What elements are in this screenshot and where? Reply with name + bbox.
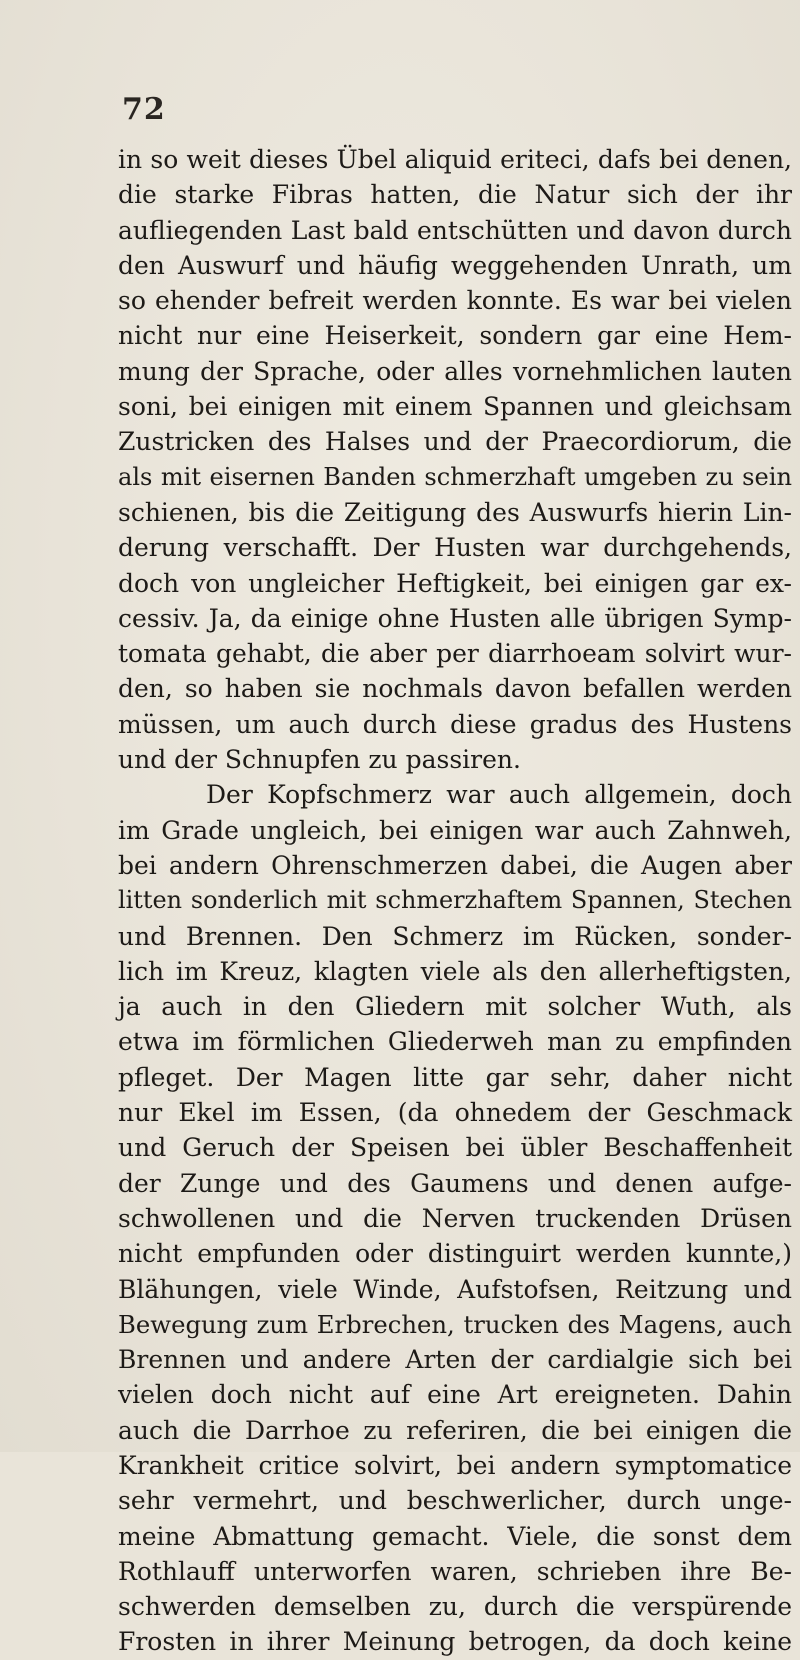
- body-text: [118, 142, 792, 1660]
- text-line: so ehender befreit werden konnte. Es war bei vielen: [118, 286, 792, 316]
- text-line: den Auswurf und häufig weggehenden Unrath, um: [118, 250, 792, 280]
- text-line: schwollenen und die Nerven truckenden Drüsen: [118, 1203, 792, 1233]
- text-line: Frosten in ihrer Meinung betrogen, da doch keine: [118, 1627, 792, 1657]
- text-line: Bewegung zum Erbrechen, trucken des Magens, auch: [118, 1309, 792, 1339]
- text-line: in so weit dieses Übel aliquid eriteci, dafs bei denen,: [118, 145, 792, 174]
- text-line: ja auch in den Gliedern mit solcher Wuth, als: [118, 992, 792, 1022]
- text-line: aufliegenden Last bald entschütten und davon durch: [118, 215, 792, 245]
- text-line: müssen, um auch durch diese gradus des Hustens: [118, 709, 792, 739]
- text-line: den, so haben sie nochmals davon befallen werden: [118, 674, 792, 704]
- text-line: vielen doch nicht auf eine Art ereigneten. Dahin: [118, 1380, 792, 1410]
- text-line: nicht empfunden oder distinguirt werden kunnte,): [118, 1239, 792, 1269]
- paragraph-start-line: Der Kopfschmerz war auch allgemein, doch: [206, 780, 792, 810]
- text-line: Blähungen, viele Winde, Aufstofsen, Reitzung und: [118, 1274, 792, 1304]
- text-line: nur Ekel im Essen, (da ohnedem der Geschmack: [118, 1098, 792, 1128]
- text-line: und Brennen. Den Schmerz im Rücken, sonder-: [118, 921, 792, 951]
- page-number: 72: [122, 92, 166, 127]
- text-line: schwerden demselben zu, durch die verspürende: [118, 1592, 792, 1622]
- text-line: meine Abmattung gemacht. Viele, die sonst dem: [118, 1521, 792, 1551]
- text-line: mung der Sprache, oder alles vornehmlichen lauten: [118, 356, 792, 386]
- text-line: litten sonderlich mit schmerzhaftem Spannen, Stechen: [118, 886, 792, 915]
- text-line: Zustricken des Halses und der Praecordiorum, die: [118, 427, 792, 457]
- text-line: die starke Fibras hatten, die Natur sich der ihr: [118, 180, 792, 210]
- paragraph-end-line: und der Schnupfen zu passiren.: [118, 745, 521, 775]
- text-line: soni, bei einigen mit einem Spannen und gleichsam: [118, 392, 792, 422]
- text-line: tomata gehabt, die aber per diarrhoeam solvirt wur-: [118, 639, 792, 669]
- text-line: pfleget. Der Magen litte gar sehr, daher nicht: [118, 1062, 792, 1092]
- text-line: sehr vermehrt, und beschwerlicher, durch unge-: [118, 1486, 792, 1516]
- text-line: doch von ungleicher Heftigkeit, bei einigen gar ex-: [118, 568, 792, 598]
- text-line: bei andern Ohrenschmerzen dabei, die Augen aber: [118, 850, 792, 880]
- text-line: etwa im förmlichen Gliederweh man zu empfinden: [118, 1027, 792, 1057]
- text-line: Brennen und andere Arten der cardialgie sich bei: [118, 1345, 792, 1375]
- text-line: nicht nur eine Heiserkeit, sondern gar eine Hem-: [118, 321, 792, 351]
- text-line: derung verschafft. Der Husten war durchgehends,: [118, 533, 792, 563]
- text-line: auch die Darrhoe zu referiren, die bei einigen die: [118, 1415, 792, 1445]
- text-line: Rothlauff unterworfen waren, schrieben ihre Be-: [118, 1556, 792, 1586]
- text-line: schienen, bis die Zeitigung des Auswurfs hierin Lin-: [118, 497, 792, 527]
- text-line: im Grade ungleich, bei einigen war auch Zahnweh,: [118, 815, 792, 845]
- text-line: cessiv. Ja, da einige ohne Husten alle übrigen Symp-: [118, 603, 792, 633]
- text-line: Krankheit critice solvirt, bei andern symptomatice: [118, 1450, 792, 1480]
- text-line: und Geruch der Speisen bei übler Beschaffenheit: [118, 1133, 792, 1163]
- text-line: der Zunge und des Gaumens und denen aufge-: [118, 1168, 792, 1198]
- text-line: lich im Kreuz, klagten viele als den allerheftigsten,: [118, 956, 792, 986]
- text-line: als mit eisernen Banden schmerzhaft umgeben zu sein: [118, 462, 792, 491]
